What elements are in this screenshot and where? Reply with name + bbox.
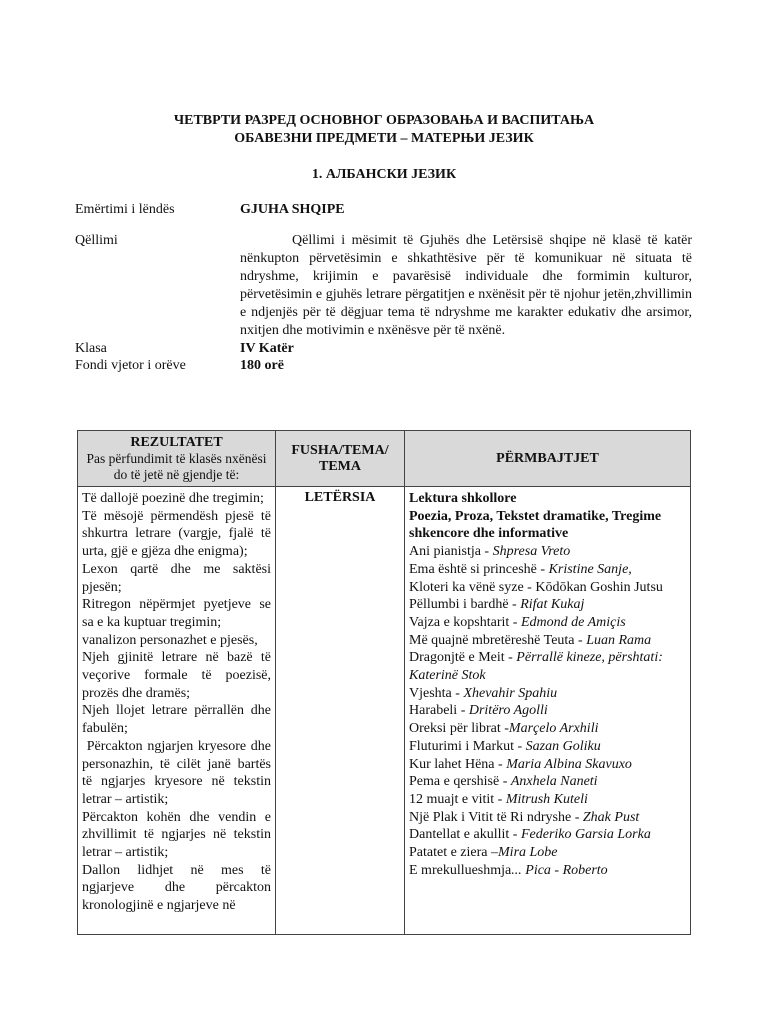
work-title: Dragonjtë e Meit - (409, 650, 517, 666)
work-title: Kur lahet Hëna - (409, 756, 507, 772)
work-author: ... Pica - Roberto (511, 862, 608, 878)
work-author: Dritëro Agolli (468, 703, 548, 719)
grade-heading: ЧЕТВРТИ РАЗРЕД ОСНОВНОГ ОБРАЗОВАЊА И ВАСПИТАЊА (173, 113, 595, 128)
work-title: Pëllumbi i bardhë - (409, 597, 521, 613)
result-item: Ritregon nëpërmjet pyetjeve se sa e ka kuptuar tregimin; (82, 597, 271, 630)
work-title: Ema është si princeshë - (409, 561, 549, 577)
work-title: Pema e qershisë - (409, 774, 511, 790)
work-title: 12 muajt e vitit - (409, 791, 506, 807)
work-author: Marçelo Arxhili (508, 721, 599, 737)
area-header: FUSHA/TEMA/ TEMA (276, 431, 405, 487)
work-item (409, 702, 686, 720)
work-item (409, 720, 686, 738)
work-title: Një Plak i Vitit të Ri ndryshe - (409, 809, 583, 825)
work-author: Shpresa Vreto (492, 544, 571, 560)
work-title: Patatet e ziera – (409, 845, 499, 861)
result-item: Lexon qartë dhe me saktësi pjesën; (82, 561, 271, 595)
results-cell (78, 487, 276, 935)
work-title: Fluturimi i Markut - (409, 738, 526, 754)
work-author: Maria Albina Skavuxo (506, 756, 632, 772)
work-item (409, 862, 686, 880)
work-author: Mitrush Kuteli (505, 791, 588, 807)
work-item (409, 809, 686, 827)
content-heading: Lektura shkollore (409, 491, 517, 506)
result-item: Përcakton ngjarjen kryesore dhe personazhin, të cilët janë bartës të ngjarjes kryesore në tekstin letrar – artistik; (82, 738, 275, 807)
work-author: Sazan Goliku (525, 738, 601, 754)
work-item (409, 561, 686, 579)
work-author: Anxhela Naneti (510, 774, 598, 790)
work-author: Zhak Pust (582, 809, 640, 825)
goal-text: Qëllimi i mësimit të Gjuhës dhe Letërsisë shqipe në klasë të katër nënkupton përvetësimin e shkathtësive për të komunikuar në situata të ndryshme, krijimin e pavarësisë individuale dhe formimin kulturor, përvetësimin e gjuhës letrare përgatitjen e nxënësit për të njohur jetën,zhvillimin e ndjenjës për të dëgjuar tema të ndryshme me karakter edukativ dhe arsimor, nxitjen dhe motivimin e nxënësve për të nxënë. (240, 233, 692, 338)
work-title: Vajza e kopshtarit - (409, 614, 521, 630)
hours-label: Fondi vjetor i orëve (75, 358, 186, 373)
area-cell: LETËRSIA (276, 487, 405, 935)
results-header (78, 431, 276, 487)
class-value: IV Katër (240, 341, 294, 356)
content-header: PËRMBAJTJET (405, 431, 691, 487)
table-row (78, 487, 691, 935)
work-item (409, 738, 686, 756)
work-item (409, 773, 686, 791)
work-item (409, 596, 686, 614)
work-author: Rifat Kukaj (520, 597, 585, 613)
work-title: Harabeli - (409, 703, 469, 719)
work-title: Ani pianistja - (409, 544, 493, 560)
table-header-row (78, 431, 691, 487)
work-title: Kloteri ka vënë syze - Kōdōkan Goshin Jutsu (409, 579, 663, 595)
goal-label: Qëllimi (75, 233, 118, 248)
work-item (409, 632, 686, 650)
result-item: Të dallojë poezinë dhe tregimin; (82, 491, 264, 506)
curriculum-table (77, 430, 691, 935)
section-heading: 1. АЛБАНСКИ ЈЕЗИК (311, 167, 457, 182)
work-author: Përrallë kineze, përshtati: Katerinë Stok (409, 650, 663, 684)
class-label: Klasa (75, 341, 107, 356)
work-author: Kristine Sanje, (548, 561, 632, 577)
result-item: Përcakton kohën dhe vendin e zhvillimit të ngjarjes në tekstin letrar – artistik; (82, 809, 271, 861)
content-cell (405, 487, 691, 935)
work-item (409, 844, 686, 862)
result-item: vanalizon personazhet e pjesës, (82, 632, 258, 648)
work-item (409, 614, 686, 632)
results-title: REZULTATET (130, 435, 223, 450)
work-author: Xhevahir Spahiu (463, 685, 558, 701)
result-item: Njeh llojet letrare përrallën dhe fabulën; (82, 703, 271, 737)
work-title: Oreksi për librat - (409, 721, 509, 737)
work-item (409, 579, 686, 597)
work-item (409, 685, 686, 703)
work-item (409, 756, 686, 774)
results-subtitle: Pas përfundimit të klasës nxënësi do të jetë në gjendje të: (86, 451, 267, 482)
content-heading: Poezia, Proza, Tekstet dramatike, Tregime shkencore dhe informative (409, 508, 662, 542)
subject-value: GJUHA SHQIPE (240, 202, 345, 217)
subject-label: Emërtimi i lëndës (75, 202, 175, 217)
work-author: Edmond de Amiçis (520, 614, 626, 630)
work-item (409, 791, 686, 809)
hours-value: 180 orë (240, 358, 284, 373)
work-item (409, 826, 686, 844)
result-item: Të mësojë përmendësh pjesë të shkurtra letrare (vargje, fjalë të urta, gjë e gjëza dhe enigma); (82, 508, 271, 560)
works-list (409, 543, 686, 879)
result-item: Njeh gjinitë letrare në bazë të veçorive formale të poezisë, prozës dhe dramës; (82, 650, 271, 701)
work-title: E mrekullueshmja (409, 862, 512, 878)
work-title: Dantellat e akullit - (409, 827, 521, 843)
work-title: Vjeshta - (409, 685, 464, 701)
work-author: Federiko Garsia Lorka (520, 827, 651, 843)
work-item (409, 649, 686, 684)
subjects-heading: ОБАВЕЗНИ ПРЕДМЕТИ – МАТЕРЊИ ЈЕЗИК (234, 131, 534, 146)
work-title: Më quajnë mbretëreshë Teuta - (409, 632, 587, 648)
work-item (409, 543, 686, 561)
result-item: Dallon lidhjet në mes të ngjarjeve dhe përcakton kronologjinë e ngjarjeve në (82, 862, 271, 914)
work-author: Mira Lobe (498, 845, 558, 861)
work-author: Luan Rama (586, 632, 652, 648)
